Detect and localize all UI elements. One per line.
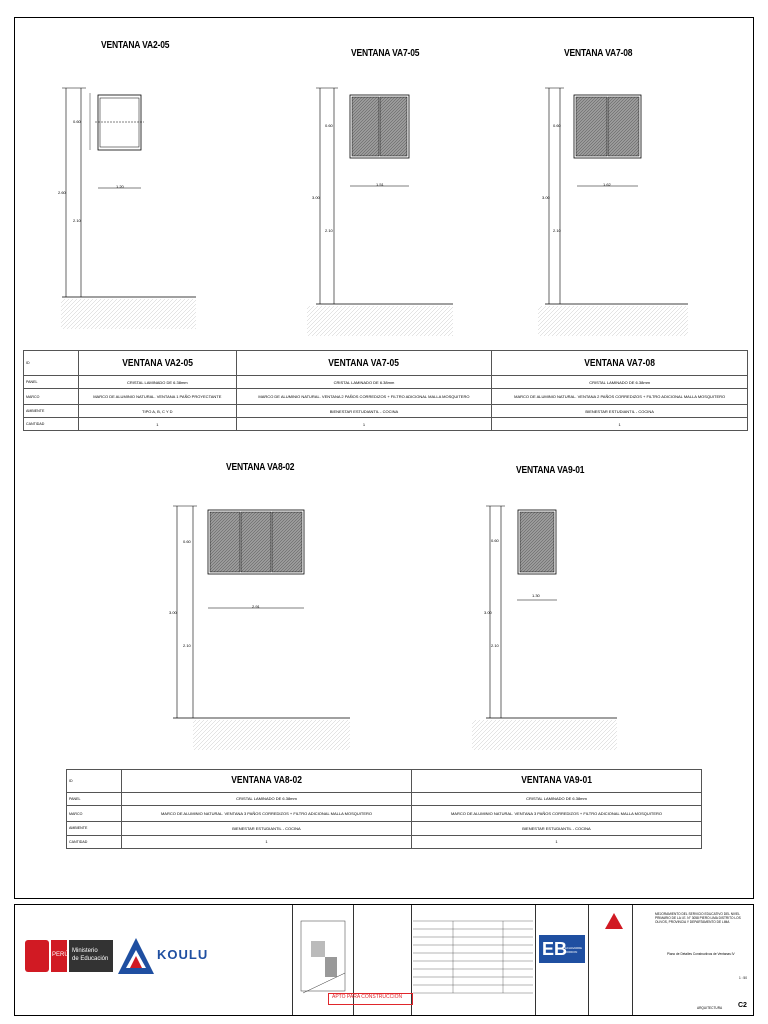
dim-sill-va7-05: 2.10	[325, 228, 333, 233]
schedule-col-va7-05: VENTANA VA7-05	[236, 351, 492, 376]
schedule-cell: 1	[412, 835, 702, 848]
schedule-cell: TIPO A, B, C Y D	[79, 405, 237, 418]
title-block	[14, 904, 754, 1016]
schedule-cell: CRISTAL LAMINADO DE 6.38mm	[492, 376, 748, 389]
stamp-text: APTO PARA CONSTRUCCIÓN	[332, 994, 403, 1000]
schedule-id-label: ID	[67, 770, 122, 793]
schedule-row-label: AMBIENTE	[67, 822, 122, 835]
schedule-cell: BIENESTAR ESTUDIANTIL - COCINA	[122, 822, 412, 835]
dim-width-va7-05: 1.51	[376, 182, 384, 187]
dim-panel-va2-05: 0.60	[73, 119, 81, 124]
schedule-cell: CRISTAL LAMINADO DE 6.38mm	[79, 376, 237, 389]
ministry-name-1: Ministerio	[72, 948, 98, 954]
schedule-cell: MARCO DE ALUMINIO NATURAL. VENTANA 2 PAÑOS CORREDIZOS + FILTRO ADICIONAL MALLA MOSQUITERO	[236, 389, 492, 405]
dim-panel-va7-08: 0.60	[553, 123, 561, 128]
scale-label: 1 : 50	[739, 976, 747, 980]
dim-panel-va8-02: 0.60	[183, 539, 191, 544]
schedule-cell: MARCO DE ALUMINIO NATURAL. VENTANA 3 PAÑOS CORREDIZOS + FILTRO ADICIONAL MALLA MOSQUITERO	[412, 805, 702, 821]
schedule-cell: MARCO DE ALUMINIO NATURAL. VENTANA 3 PAÑOS CORREDIZOS + FILTRO ADICIONAL MALLA MOSQUITERO	[122, 805, 412, 821]
schedule-cell: CRISTAL LAMINADO DE 6.38mm	[236, 376, 492, 389]
dim-sill-va2-05: 2.10	[73, 218, 81, 223]
eb-logo	[539, 935, 585, 963]
window-title-va7-08: VENTANA VA7-08	[564, 48, 633, 59]
project-description: MEJORAMIENTO DEL SERVICIO EDUCATIVO DEL NIVEL PRIMARIO DE LA I.E. N° 3058 PIERO LIMA DISTRITO LOS OLIVOS, PROVINCIA Y DEPARTAMENTO DE LIMA	[655, 912, 741, 924]
schedule-id-label: ID	[24, 351, 79, 376]
dim-total-va8-02: 3.00	[169, 610, 177, 615]
specialty-label: ARQUITECTURA	[697, 1006, 723, 1010]
schedule-col-va2-05: VENTANA VA2-05	[79, 351, 237, 376]
peip-logo-icon	[603, 911, 625, 931]
schedule-col-va7-08: VENTANA VA7-08	[492, 351, 748, 376]
elevation-va2-05	[61, 88, 196, 329]
stamp-box	[328, 993, 413, 1005]
plan-title: Plano de Detalles Constructivos de Ventanas IV	[667, 952, 735, 956]
window-title-va8-02: VENTANA VA8-02	[226, 462, 295, 473]
schedule-cell: BIENESTAR ESTUDIANTIL - COCINA	[492, 405, 748, 418]
schedule-cell: MARCO DE ALUMINIO NATURAL. VENTANA 2 PAÑOS CORREDIZOS + FILTRO ADICIONAL MALLA MOSQUITERO	[492, 389, 748, 405]
schedule-row-label: MARCO	[67, 805, 122, 821]
window-title-va9-01: VENTANA VA9-01	[516, 465, 585, 476]
schedule-cell: CRISTAL LAMINADO DE 6.38mm	[412, 792, 702, 805]
schedule-row-label: PANEL	[67, 792, 122, 805]
ministry-box	[69, 940, 113, 972]
dim-sill-va9-01: 2.10	[491, 643, 499, 648]
dim-width-va9-01: 1.30	[532, 593, 540, 598]
sheet-number: C2	[738, 1002, 747, 1009]
dim-sill-va8-02: 2.10	[183, 643, 191, 648]
elevation-va8-02	[173, 506, 350, 750]
dim-total-va2-05: 2.60	[58, 190, 66, 195]
ministry-name-2: de Educación	[72, 956, 109, 962]
dim-sill-va7-08: 2.10	[553, 228, 561, 233]
schedule-cell: CRISTAL LAMINADO DE 6.38mm	[122, 792, 412, 805]
schedule-cell: MARCO DE ALUMINIO NATURAL. VENTANA 1 PAÑO PROYECTANTE	[79, 389, 237, 405]
window-title-va7-05: VENTANA VA7-05	[351, 48, 420, 59]
peru-flag-logo	[25, 940, 49, 972]
dim-width-va7-08: 1.62	[603, 182, 611, 187]
eb-logo-text: EB	[542, 939, 568, 959]
schedule-row-label: MARCO	[24, 389, 79, 405]
koulu-logo-icon	[116, 936, 156, 976]
dim-panel-va7-05: 0.60	[325, 123, 333, 128]
schedule-row-label: AMBIENTE	[24, 405, 79, 418]
schedule-table-top	[23, 350, 748, 431]
window-title-va2-05: VENTANA VA2-05	[101, 40, 170, 51]
dim-width-va8-02: 2.91	[252, 604, 260, 609]
peru-label-box	[51, 940, 67, 972]
eb-logo-sub: ECHAVARRE BORDON	[565, 946, 582, 954]
revision-table	[413, 911, 533, 1011]
schedule-cell: 1	[79, 418, 237, 431]
dim-total-va7-05: 3.00	[312, 195, 320, 200]
schedule-cell: 1	[236, 418, 492, 431]
dim-panel-va9-01: 0.60	[491, 538, 499, 543]
peru-label: PERÚ	[52, 952, 69, 958]
dim-total-va9-01: 3.00	[484, 610, 492, 615]
schedule-row-label: PANEL	[24, 376, 79, 389]
schedule-row-label: CANTIDAD	[67, 835, 122, 848]
schedule-cell: 1	[492, 418, 748, 431]
koulu-label: KOULU	[157, 947, 209, 962]
dim-total-va7-08: 3.00	[542, 195, 550, 200]
schedule-table-bottom	[66, 769, 702, 849]
schedule-col-va9-01: VENTANA VA9-01	[412, 770, 702, 793]
schedule-cell: BIENESTAR ESTUDIANTIL - COCINA	[236, 405, 492, 418]
schedule-col-va8-02: VENTANA VA8-02	[122, 770, 412, 793]
schedule-cell: 1	[122, 835, 412, 848]
schedule-cell: BIENESTAR ESTUDIANTIL - COCINA	[412, 822, 702, 835]
dim-width-va2-05: 1.20	[116, 184, 124, 189]
schedule-row-label: CANTIDAD	[24, 418, 79, 431]
